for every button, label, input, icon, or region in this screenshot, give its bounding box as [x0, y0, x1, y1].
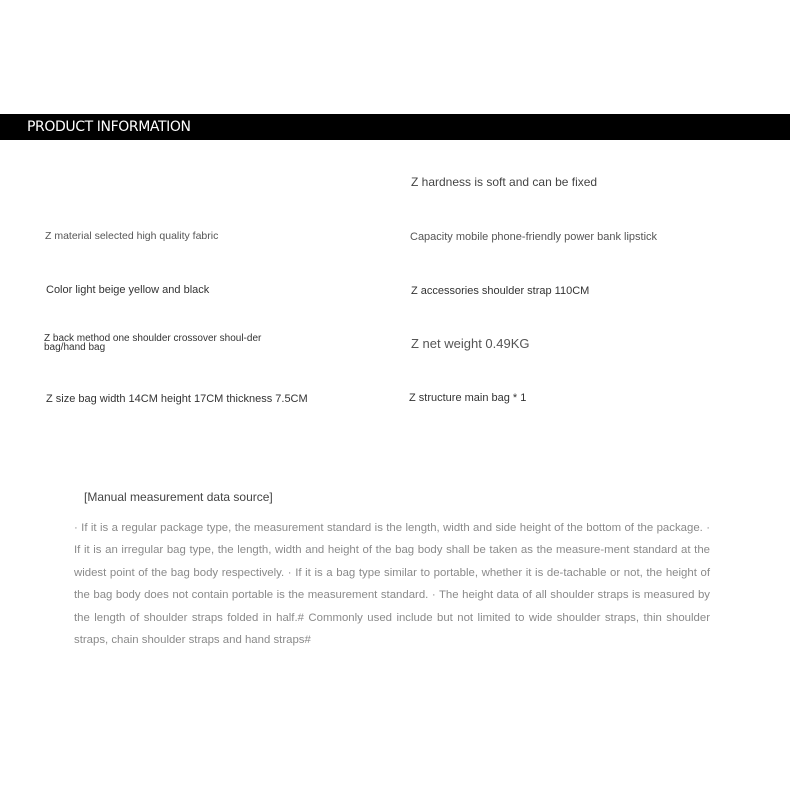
- spec-size: Z size bag width 14CM height 17CM thickness 7.5CM: [46, 393, 308, 405]
- spec-structure: Z structure main bag * 1: [409, 392, 527, 404]
- spec-back-method: Z back method one shoulder crossover shoul-der bag/hand bag: [44, 333, 262, 353]
- spec-hardness: Z hardness is soft and can be fixed: [411, 175, 598, 189]
- spec-capacity: Capacity mobile phone-friendly power bank lipstick: [410, 231, 658, 243]
- spec-net-weight: Z net weight 0.49KG: [411, 336, 530, 351]
- measurement-body: · If it is a regular package type, the measurement standard is the length, width and side height of the bottom of the package. · If it is an irregular bag type, the length, width and height of the bag body shall be taken as the measure-ment standard at the widest point of the bag body respectively. · If it is a bag type similar to portable, whether it is de-tachable or not, the height of the bag body does not contain portable is the measurement standard. · The height data of all shoulder straps is measured by the length of shoulder straps folded in half.# Commonly used include but not limited to wide shoulder straps, thin shoulder straps, chain shoulder straps and hand straps#: [74, 522, 710, 647]
- spec-color: Color light beige yellow and black: [46, 284, 210, 296]
- measurement-title: [Manual measurement data source]: [84, 490, 273, 504]
- banner-title: PRODUCT INFORMATION: [27, 119, 191, 135]
- spec-accessories: Z accessories shoulder strap 110CM: [411, 285, 590, 297]
- spec-material: Z material selected high quality fabric: [45, 230, 219, 242]
- product-information-banner: [0, 114, 790, 140]
